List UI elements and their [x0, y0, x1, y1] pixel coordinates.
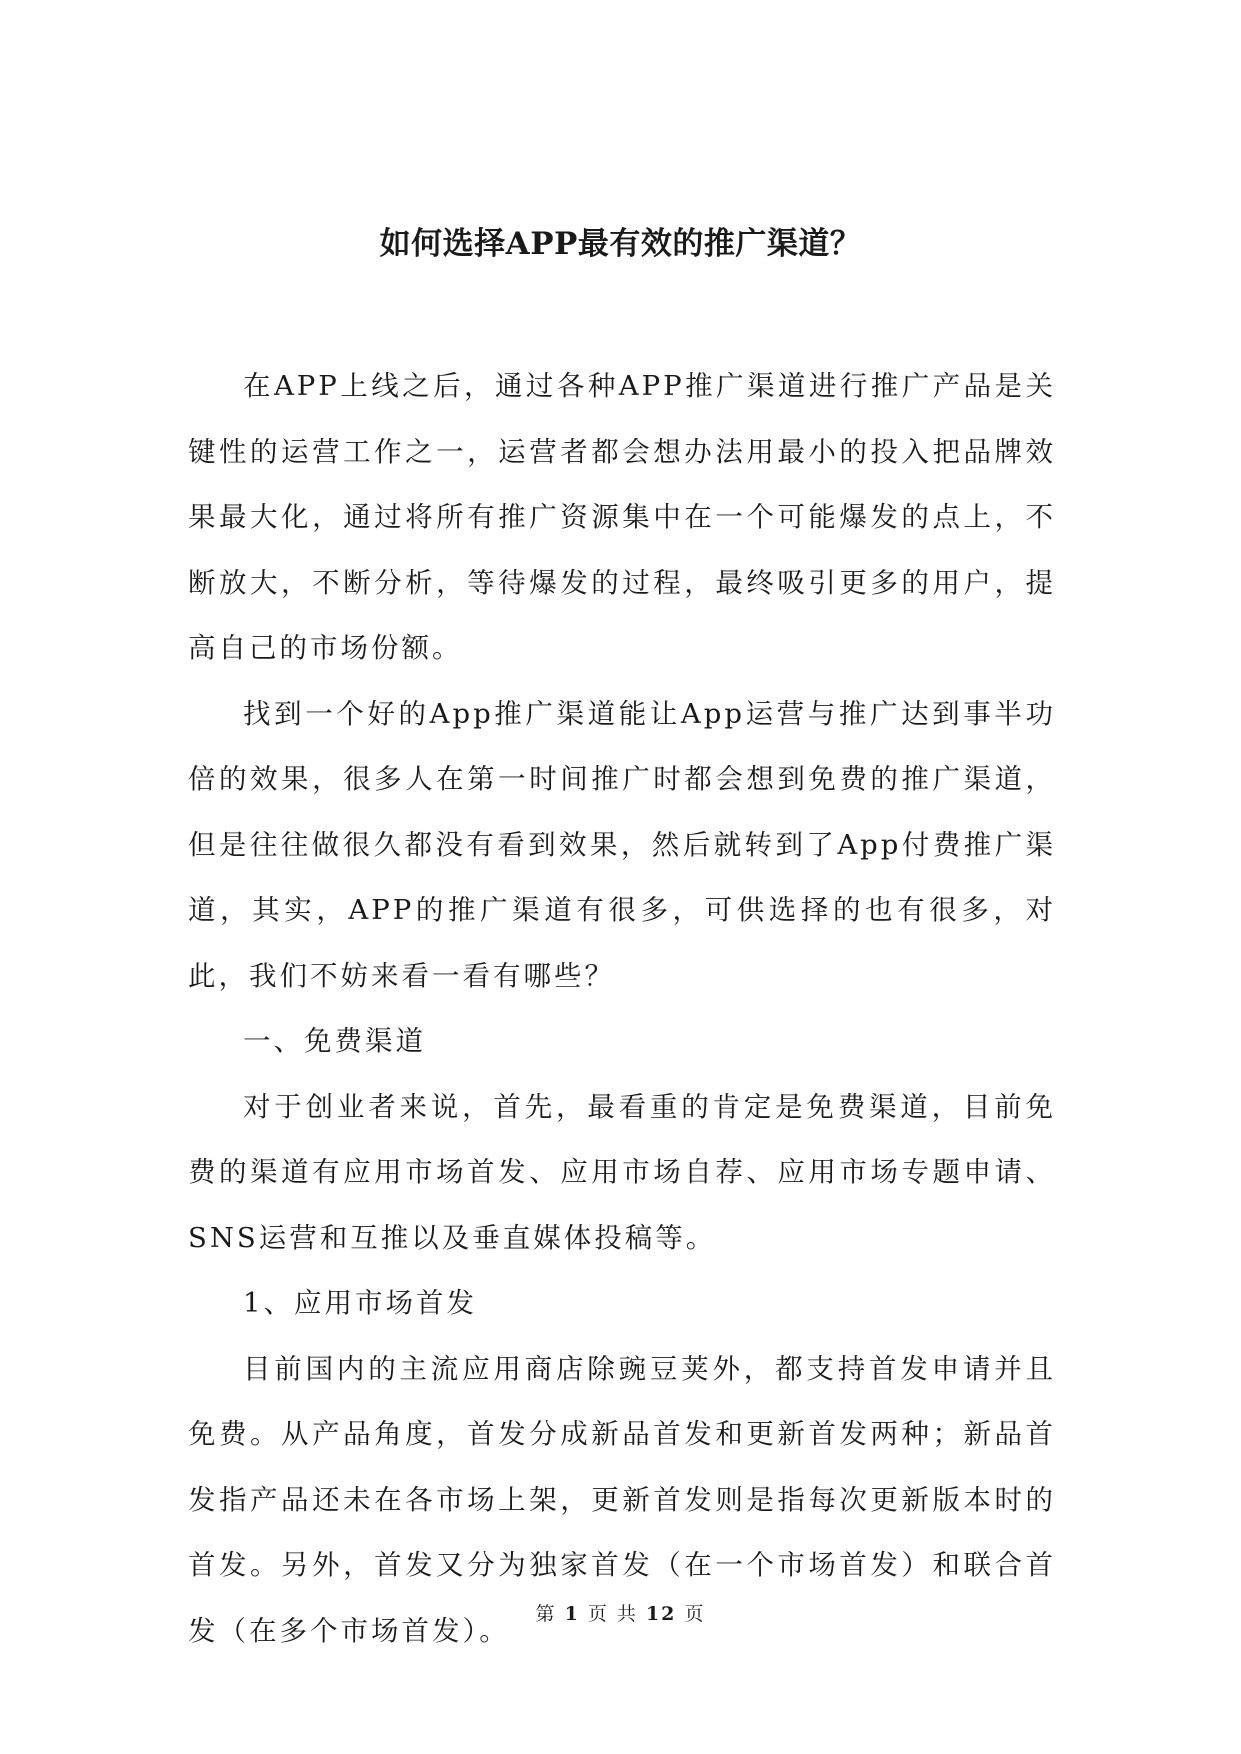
paragraph-intro: 在APP上线之后，通过各种APP推广渠道进行推广产品是关键性的运营工作之一，运营者都会想办法用最小的投入把品牌效果最大化，通过将所有推广资源集中在一个可能爆发的点上，不断放大，不断分析，等待爆发的过程，最终吸引更多的用户，提高自己的市场份额。	[188, 370, 1056, 664]
document-body	[188, 354, 1056, 1664]
paragraph-free-channels: 对于创业者来说，首先，最看重的肯定是免费渠道，目前免费的渠道有应用市场首发、应用市场自荐、应用市场专题申请、SNS运营和互推以及垂直媒体投稿等。	[188, 1090, 1056, 1254]
section-heading-free-channels: 一、免费渠道	[243, 1025, 426, 1057]
footer-total-pages: 12	[645, 1603, 677, 1625]
paragraph-channels: 找到一个好的App推广渠道能让App运营与推广达到事半功倍的效果，很多人在第一时间推广时都会想到免费的推广渠道，但是往往做很久都没有看到效果，然后就转到了App付费推广渠道，其实，APP的推广渠道有很多，可供选择的也有很多，对此，我们不妨来看一看有哪些？	[188, 697, 1056, 992]
paragraph-first-launch: 目前国内的主流应用商店除豌豆荚外，都支持首发申请并且免费。从产品角度，首发分成新品首发和更新首发两种；新品首发指产品还未在各市场上架，更新首发则是指每次更新版本时的首发。另外，首发又分为独家首发（在一个市场首发）和联合首发（在多个市场首发）。	[188, 1352, 1056, 1647]
footer-page-number: 1	[564, 1603, 580, 1625]
footer-suffix: 页	[684, 1603, 706, 1625]
page-footer	[0, 1601, 1241, 1627]
subsection-heading-first-launch: 1、应用市场首发	[243, 1287, 477, 1319]
document-title: 如何选择APP最有效的推广渠道？	[379, 226, 862, 262]
footer-prefix: 第	[535, 1603, 557, 1625]
footer-middle: 页 共	[587, 1603, 638, 1625]
